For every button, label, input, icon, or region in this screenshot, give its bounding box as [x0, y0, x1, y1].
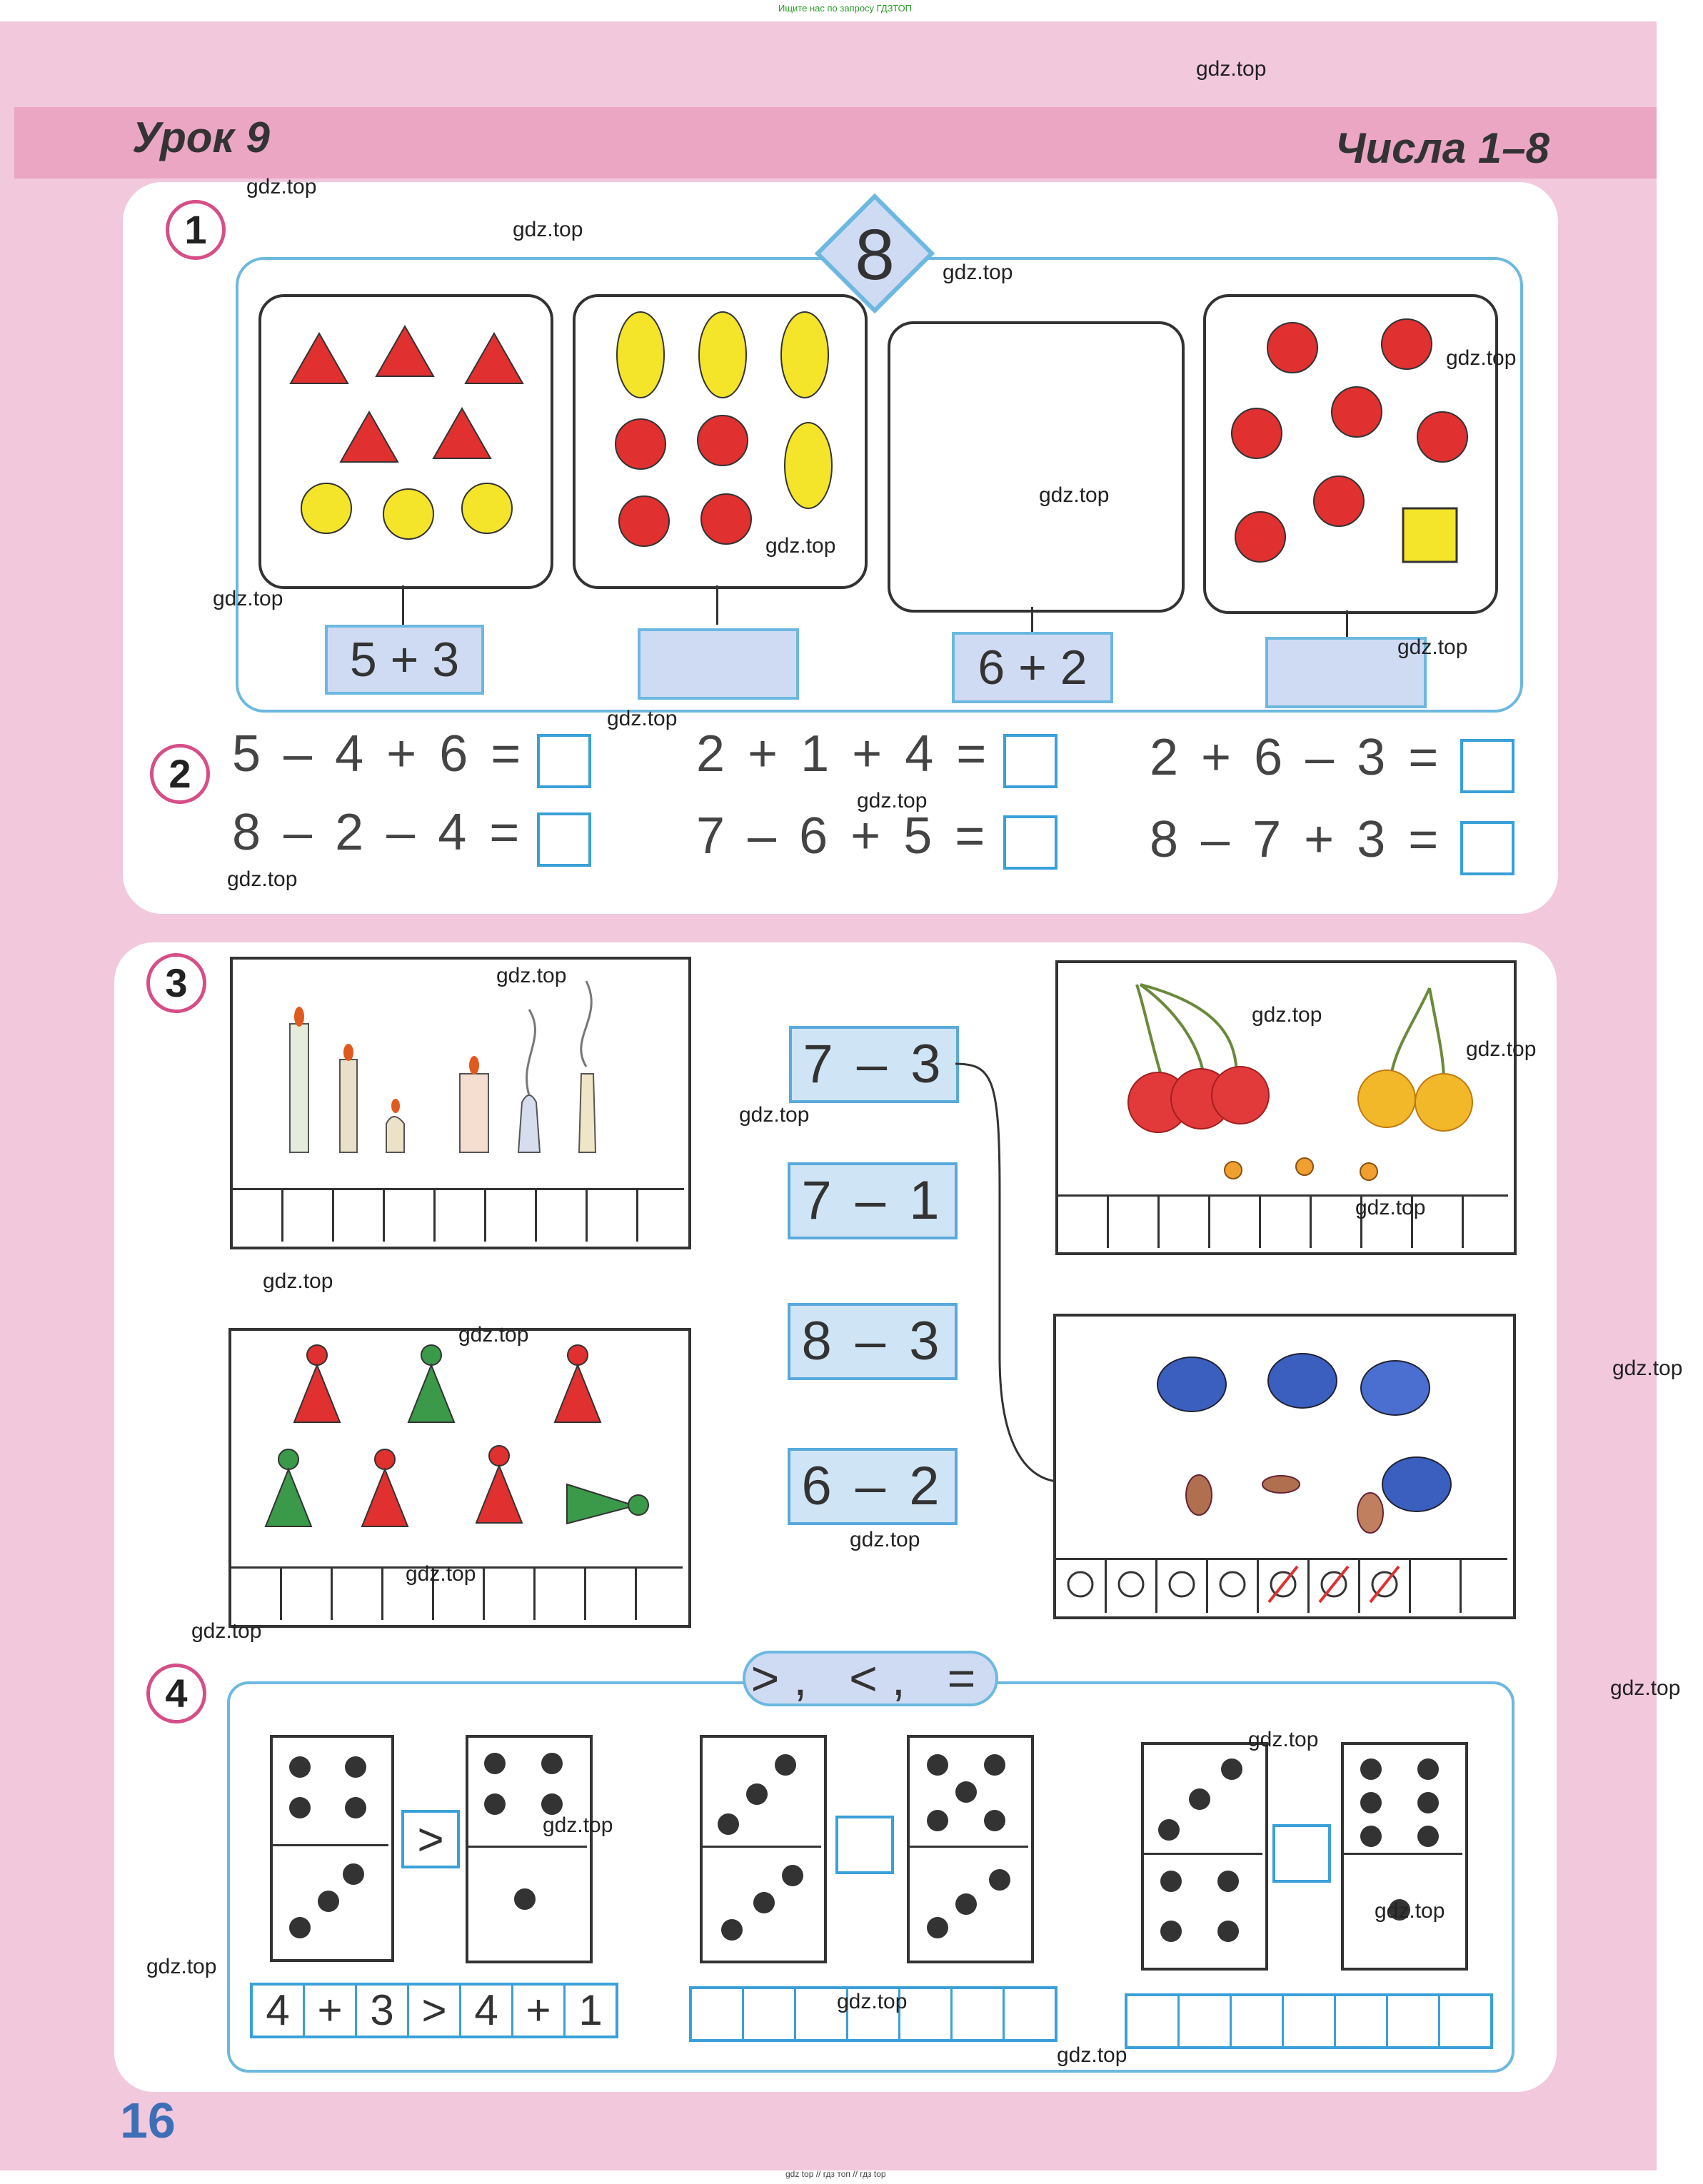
pip	[541, 1753, 563, 1774]
watermark: gdz.top	[191, 1619, 262, 1643]
watermark: gdz.top	[246, 175, 317, 198]
pip	[1417, 1758, 1439, 1780]
circles-and-square	[1203, 294, 1492, 608]
answer-box-1[interactable]	[537, 734, 591, 788]
pip	[775, 1754, 796, 1776]
watermark: gdz.top	[406, 1562, 476, 1586]
watermark: gdz.top	[458, 1323, 529, 1347]
domino-divider	[1344, 1853, 1462, 1855]
watermark: gdz.top	[496, 964, 567, 987]
group-label-1: 5 + 3	[325, 625, 484, 695]
cell[interactable]	[1005, 1989, 1055, 2039]
equation-6: 8 – 7 + 3 =	[1150, 811, 1443, 868]
group-label-2[interactable]	[638, 628, 799, 700]
pip	[927, 1917, 948, 1938]
cones-drawing	[231, 1331, 683, 1566]
watermark: gdz.top	[607, 707, 678, 730]
pip	[955, 1781, 977, 1803]
watermark: gdz.top	[543, 1813, 613, 1837]
pip	[1158, 1819, 1180, 1841]
equation-2: 2 + 1 + 4 =	[696, 725, 991, 782]
pip	[1360, 1792, 1382, 1813]
watermark: gdz.top	[1446, 346, 1517, 370]
watermark: gdz.top	[943, 261, 1013, 284]
lesson-title: Урок 9	[132, 114, 270, 161]
expression-card-1[interactable]: 7 – 3	[789, 1026, 959, 1103]
group-label-3: 6 + 2	[952, 632, 1113, 703]
watermark: gdz.top	[1252, 1003, 1322, 1027]
pip	[753, 1892, 775, 1913]
connecting-line	[950, 1050, 1064, 1492]
watermark: gdz.top	[146, 1955, 217, 1978]
pip	[782, 1865, 803, 1886]
connector-stem	[402, 585, 404, 625]
domino-2-left	[700, 1735, 827, 1963]
pip	[1160, 1871, 1182, 1892]
cell[interactable]	[692, 1989, 744, 2039]
pip	[1221, 1758, 1242, 1780]
equation-1: 5 – 4 + 6 =	[232, 725, 526, 782]
pip	[1417, 1826, 1439, 1847]
expression-card-3[interactable]: 8 – 3	[788, 1303, 958, 1380]
pip	[1417, 1792, 1439, 1813]
pip	[318, 1891, 339, 1912]
picture-box-3-empty[interactable]	[888, 321, 1185, 613]
cell: 4	[253, 1986, 305, 2035]
cell[interactable]	[1180, 1996, 1232, 2046]
equation-5: 7 – 6 + 5 =	[696, 807, 990, 865]
connector-stem	[1346, 610, 1348, 639]
task-1-number: 1	[166, 200, 226, 260]
pip	[345, 1756, 366, 1778]
watermark: gdz.top	[857, 789, 928, 812]
domino-divider	[273, 1844, 388, 1846]
pip	[1217, 1871, 1239, 1892]
cell[interactable]	[1336, 1996, 1388, 2046]
watermark: gdz.top	[1610, 1676, 1681, 1700]
task-2-number: 2	[150, 744, 210, 804]
triangles-and-circles	[258, 294, 548, 583]
topic-title: Числа 1–8	[1335, 124, 1549, 172]
plums-marked-circles	[1056, 1558, 1507, 1611]
answer-box-5[interactable]	[1003, 815, 1058, 870]
cell[interactable]	[1388, 1996, 1440, 2046]
pip	[984, 1754, 1005, 1776]
cell: 4	[461, 1986, 513, 2035]
pip	[984, 1810, 1005, 1831]
candles-answer-cells[interactable]	[233, 1188, 684, 1242]
candles-drawing	[233, 960, 684, 1188]
answer-box-6[interactable]	[1460, 821, 1514, 875]
answer-row-3[interactable]	[1125, 1993, 1493, 2049]
expression-card-2[interactable]: 7 – 1	[788, 1162, 958, 1239]
cell: >	[409, 1986, 461, 2035]
cell[interactable]	[953, 1989, 1005, 2039]
domino-divider	[703, 1846, 821, 1848]
watermark: gdz.top	[1196, 57, 1267, 81]
pip	[345, 1797, 366, 1818]
cell: 3	[357, 1986, 409, 2035]
domino-3-right	[1341, 1742, 1468, 1971]
pip	[289, 1797, 311, 1818]
pip	[927, 1810, 948, 1831]
pip	[718, 1813, 739, 1835]
pip	[1217, 1921, 1239, 1942]
pip	[484, 1793, 506, 1815]
bottom-note: gdz top // гдз топ // гдз top	[785, 2169, 886, 2179]
domino-1-right	[466, 1735, 593, 1963]
expression-card-4[interactable]: 6 – 2	[788, 1448, 958, 1525]
watermark: gdz.top	[850, 1528, 920, 1551]
plums-drawing	[1056, 1317, 1507, 1559]
connector-stem	[1031, 607, 1033, 633]
answer-box-2[interactable]	[1003, 734, 1058, 788]
cell[interactable]	[900, 1989, 953, 2039]
equation-3: 2 + 6 – 3 =	[1150, 729, 1443, 786]
answer-box-4[interactable]	[537, 812, 591, 867]
domino-divider	[1144, 1853, 1262, 1855]
pip	[1360, 1826, 1382, 1847]
watermark: gdz.top	[1039, 483, 1110, 507]
watermark: gdz.top	[1248, 1728, 1319, 1751]
watermark: gdz.top	[1397, 635, 1468, 659]
page-number: 16	[120, 2093, 176, 2148]
cell[interactable]	[1284, 1996, 1336, 2046]
task-4-number: 4	[146, 1664, 206, 1723]
watermark: gdz.top	[263, 1269, 333, 1293]
pip	[1360, 1758, 1382, 1780]
pip	[1160, 1921, 1182, 1942]
watermark: gdz.top	[739, 1103, 810, 1127]
comparison-symbols: >, <, =	[743, 1651, 998, 1706]
watermark: gdz.top	[1355, 1196, 1426, 1219]
cell: +	[305, 1986, 357, 2035]
cell[interactable]	[744, 1989, 796, 2039]
equation-4: 8 – 2 – 4 =	[232, 804, 524, 861]
task-3-number: 3	[146, 953, 206, 1013]
pip	[746, 1783, 768, 1805]
comparison-sign-2[interactable]	[835, 1816, 894, 1874]
pip	[343, 1863, 364, 1885]
pip	[541, 1793, 563, 1815]
watermark: gdz.top	[1057, 2043, 1127, 2067]
comparison-example-row	[250, 1983, 618, 2038]
domino-divider	[468, 1846, 587, 1848]
top-note: Ищите нас по запросу ГДЗТОП	[778, 3, 913, 14]
watermark: gdz.top	[1466, 1037, 1537, 1061]
cherries-answer-cells[interactable]	[1058, 1194, 1508, 1248]
answer-box-3[interactable]	[1460, 739, 1514, 793]
pip	[1189, 1788, 1210, 1810]
cherries-drawing	[1058, 963, 1508, 1192]
cell[interactable]	[1127, 1996, 1180, 2046]
pip	[989, 1869, 1010, 1891]
pip	[927, 1754, 948, 1776]
target-number: 8	[855, 215, 895, 295]
watermark: gdz.top	[513, 218, 583, 241]
connector-stem	[716, 585, 718, 625]
comparison-sign-3[interactable]	[1272, 1824, 1331, 1883]
watermark: gdz.top	[765, 534, 836, 558]
cell[interactable]	[1440, 1996, 1490, 2046]
page-background	[0, 21, 1657, 2170]
domino-divider	[910, 1846, 1028, 1848]
domino-2-right	[907, 1735, 1034, 1963]
pip	[721, 1919, 743, 1941]
cell: +	[513, 1986, 566, 2035]
pip	[484, 1753, 506, 1774]
watermark: gdz.top	[227, 867, 298, 891]
watermark: gdz.top	[1375, 1899, 1445, 1923]
domino-3-left	[1141, 1742, 1268, 1971]
watermark: gdz.top	[837, 1990, 908, 2013]
pip	[514, 1888, 536, 1910]
pip	[289, 1756, 311, 1778]
pip	[955, 1893, 977, 1915]
watermark: gdz.top	[1612, 1357, 1683, 1380]
watermark: gdz.top	[213, 587, 283, 610]
cell: 1	[578, 1986, 603, 2034]
comparison-sign-1[interactable]: >	[401, 1810, 460, 1868]
pip	[289, 1917, 311, 1938]
cell[interactable]	[1232, 1996, 1284, 2046]
